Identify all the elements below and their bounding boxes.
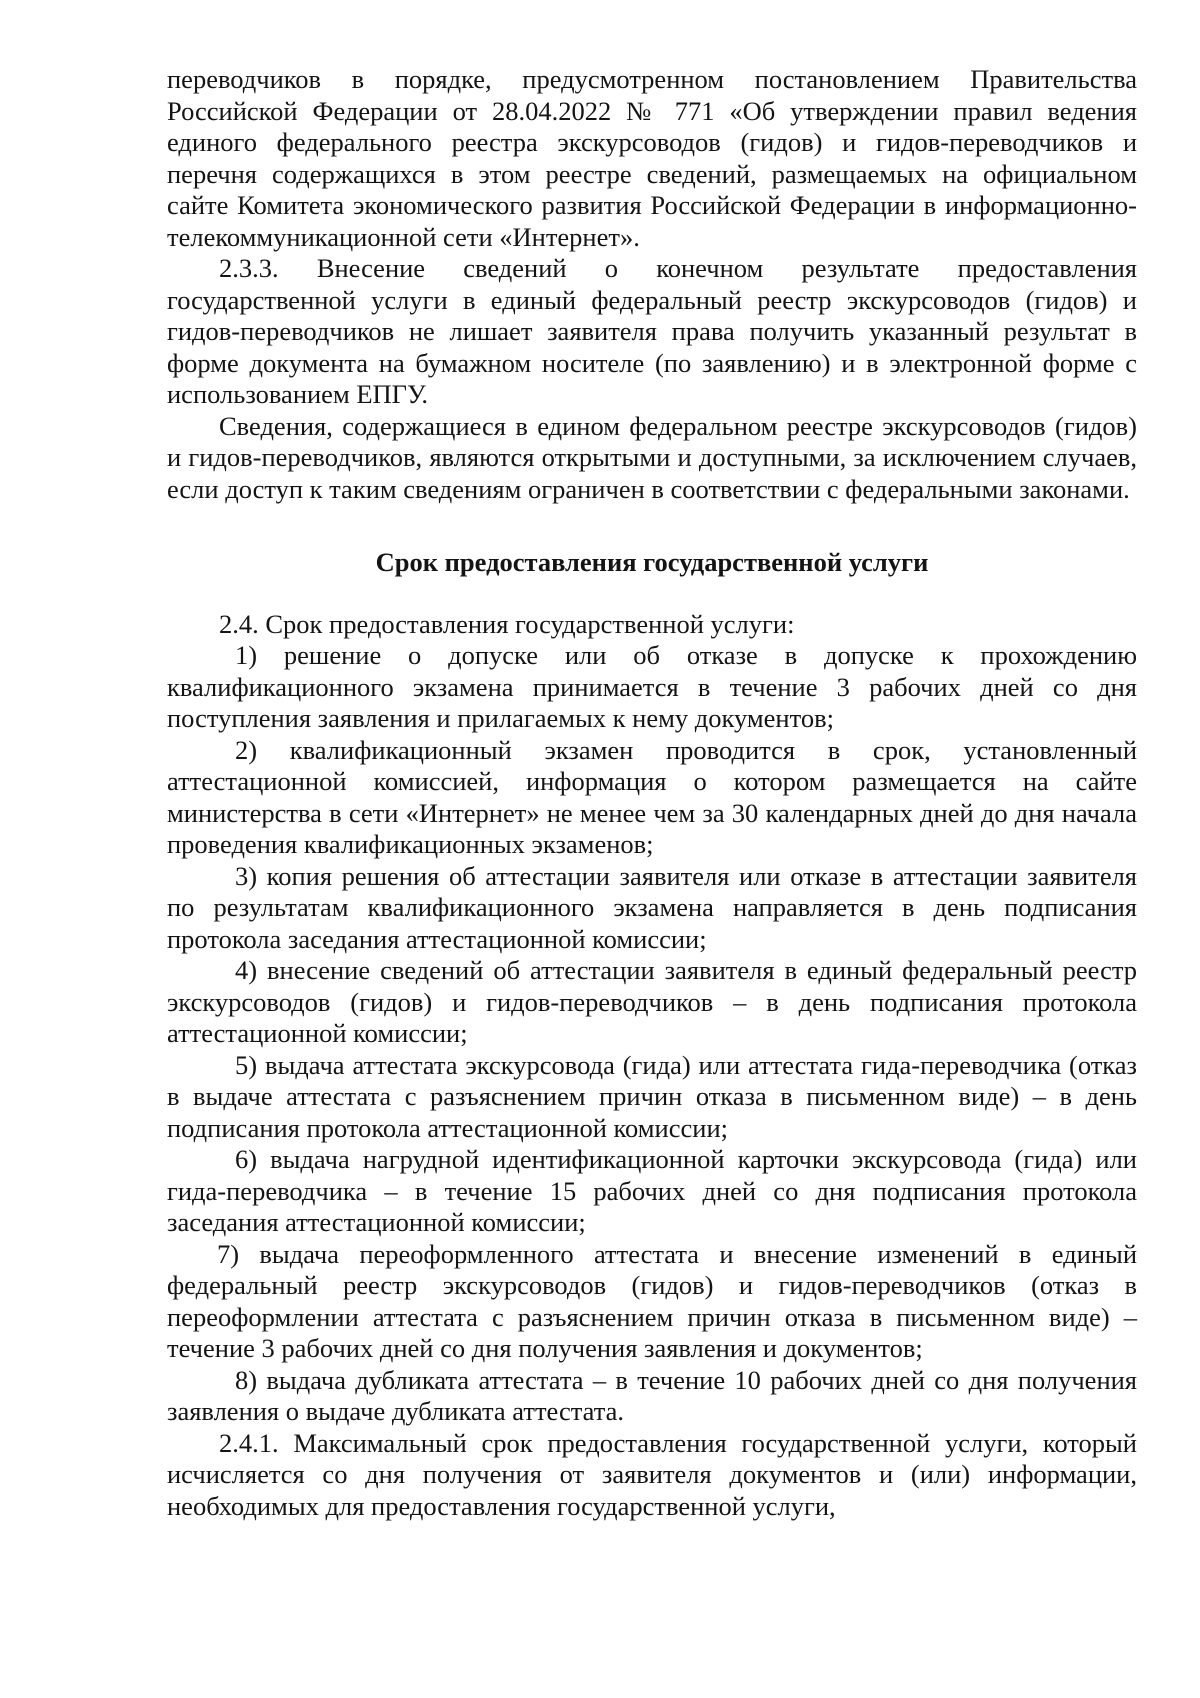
list-item-5: 5) выдача аттестата экскурсовода (гида) или аттестата гида-переводчика (отказ в выдаче аттестата с разъяснением причин отказа в письменном виде) – в день подписания протокола аттестационной комиссии;	[167, 1049, 1137, 1143]
spacer	[167, 579, 1137, 609]
list-item-4: 4) внесение сведений об аттестации заявителя в единый федеральный реестр экскурсоводов (гидов) и гидов-переводчиков – в день подписания протокола аттестационной комиссии;	[167, 955, 1137, 1048]
paragraph-open-info: Сведения, содержащиеся в едином федеральном реестре экскурсоводов (гидов) и гидов-переводчиков, являются открытыми и доступными, за исключением случаев, если доступ к таким сведениям ограничен в соответствии с федеральными законами.	[167, 410, 1137, 504]
list-item-3: 3) копия решения об аттестации заявителя или отказе в аттестации заявителя по результатам квалификационного экзамена направляется в день подписания протокола заседания аттестационной комиссии;	[167, 860, 1137, 954]
list-item-1: 1) решение о допуске или об отказе в допуске к прохождению квалификационного экзамена принимается в течение 3 рабочих дней со дня поступления заявления и прилагаемых к нему документов;	[167, 640, 1137, 733]
document-body	[167, 64, 1137, 1522]
list-item-7: 7) выдача переоформленного аттестата и внесение изменений в единый федеральный реестр экскурсоводов (гидов) и гидов-переводчиков (отказ в переоформлении аттестата с разъяснением причин отказа в письменном виде) – течение 3 рабочих дней со дня получения заявления и документов;	[167, 1238, 1137, 1363]
paragraph-2-4-1: 2.4.1. Максимальный срок предоставления государственной услуги, который исчисляется со дня получения от заявителя документов и (или) информации, необходимых для предоставления государственной услуги,	[167, 1427, 1137, 1521]
list-item-6: 6) выдача нагрудной идентификационной карточки экскурсовода (гида) или гида-переводчика – в течение 15 рабочих дней со дня подписания протокола заседания аттестационной комиссии;	[167, 1144, 1137, 1237]
list-item-8: 8) выдача дубликата аттестата – в течение 10 рабочих дней со дня получения заявления о выдаче дубликата аттестата.	[167, 1364, 1137, 1426]
paragraph-continuation: переводчиков в порядке, предусмотренном постановлением Правительства Российской Федерации от 28.04.2022 № 771 «Об утверждении правил ведения единого федерального реестра экскурсоводов (гидов) и гидов-переводчиков и перечня содержащихся в этом реестре сведений, размещаемых на официальном сайте Комитета экономического развития Российской Федерации в информационно-телекоммуникационной сети «Интернет».	[167, 64, 1137, 252]
paragraph-2-3-3: 2.3.3. Внесение сведений о конечном результате предоставления государственной услуги в единый федеральный реестр экскурсоводов (гидов) и гидов-переводчиков не лишает заявителя права получить указанный результат в форме документа на бумажном носителе (по заявлению) и в электронной форме с использованием ЕПГУ.	[167, 253, 1137, 409]
list-item-2: 2) квалификационный экзамен проводится в срок, установленный аттестационной комиссией, информация о котором размещается на сайте министерства в сети «Интернет» не менее чем за 30 календарных дней до дня начала проведения квалификационных экзаменов;	[167, 734, 1137, 859]
spacer	[167, 505, 1137, 547]
section-title: Срок предоставления государственной услуги	[375, 547, 929, 577]
paragraph-2-4: 2.4. Срок предоставления государственной услуги:	[219, 608, 795, 639]
